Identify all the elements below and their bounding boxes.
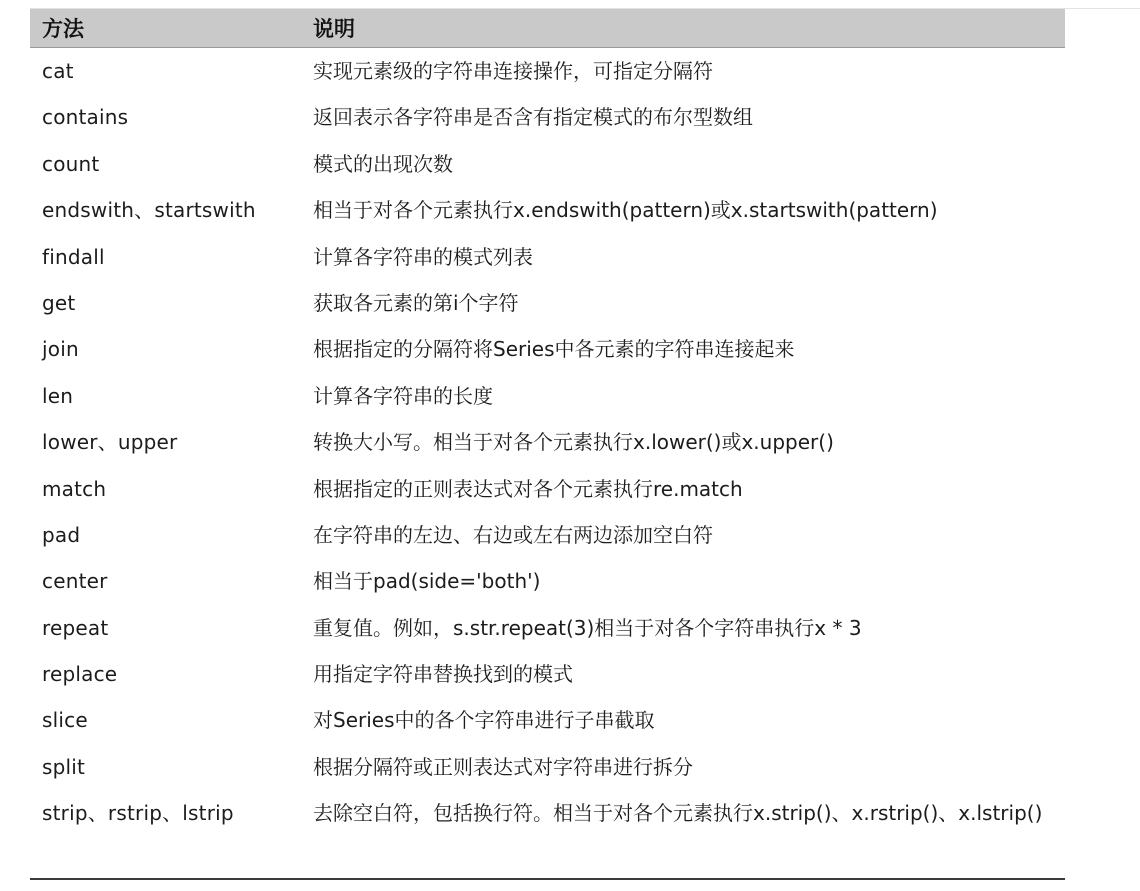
method-cell: slice [42, 708, 88, 733]
method-cell: contains [42, 105, 129, 130]
method-cell: replace [42, 662, 118, 687]
method-cell: len [42, 383, 74, 408]
method-cell: repeat [42, 615, 109, 640]
description-cell: 在字符串的左边、右边或左右两边添加空白符 [313, 522, 713, 547]
description-cell: 去除空白符，包括换行符。相当于对各个元素执行x.strip()、x.rstrip()、x.lstrip() [313, 801, 1043, 826]
method-cell: split [42, 754, 86, 779]
description-cell: 计算各字符串的模式列表 [313, 244, 533, 269]
table-body [30, 48, 1065, 876]
method-cell: endswith、startswith [42, 198, 256, 223]
description-cell: 对Series中的各个字符串进行子串截取 [313, 708, 655, 733]
description-cell: 返回表示各字符串是否含有指定模式的布尔型数组 [313, 105, 753, 130]
table-row [30, 558, 1065, 604]
table-row [30, 790, 1065, 876]
method-cell: match [42, 476, 107, 501]
table-row [30, 466, 1065, 512]
table-row [30, 697, 1065, 743]
description-cell: 相当于pad(side='both') [313, 569, 541, 594]
description-cell: 用指定字符串替换找到的模式 [313, 662, 573, 687]
table-row [30, 419, 1065, 465]
description-cell: 相当于对各个元素执行x.endswith(pattern)或x.startswith(pattern) [313, 198, 938, 223]
description-cell: 根据指定的分隔符将Series中各元素的字符串连接起来 [313, 337, 795, 362]
method-cell: strip、rstrip、lstrip [42, 801, 234, 826]
table-row [30, 94, 1065, 140]
table-row [30, 373, 1065, 419]
string-methods-table [30, 9, 1065, 876]
description-cell: 模式的出现次数 [313, 151, 453, 176]
description-cell: 根据指定的正则表达式对各个元素执行re.match [313, 476, 743, 501]
table-header-row [30, 9, 1065, 48]
method-cell: lower、upper [42, 430, 178, 455]
description-cell: 重复值。例如，s.str.repeat(3)相当于对各个字符串执行x * 3 [313, 615, 862, 640]
table-row [30, 187, 1065, 233]
table-row [30, 605, 1065, 651]
table-row [30, 48, 1065, 94]
table-row [30, 326, 1065, 372]
header-method: 方法 [42, 17, 84, 41]
table-row [30, 234, 1065, 280]
table-row [30, 141, 1065, 187]
header-description: 说明 [313, 17, 355, 41]
description-cell: 计算各字符串的长度 [313, 383, 493, 408]
method-cell: findall [42, 244, 105, 269]
description-cell: 转换大小写。相当于对各个元素执行x.lower()或x.upper() [313, 430, 834, 455]
table-row [30, 744, 1065, 790]
table-row [30, 280, 1065, 326]
method-cell: cat [42, 59, 74, 83]
method-cell: count [42, 151, 100, 176]
method-cell: get [42, 290, 76, 315]
table-bottom-rule [30, 878, 1065, 880]
method-cell: join [42, 337, 79, 362]
description-cell: 实现元素级的字符串连接操作，可指定分隔符 [313, 59, 713, 83]
method-cell: pad [42, 522, 81, 547]
table-row [30, 651, 1065, 697]
method-cell: center [42, 569, 108, 594]
table-row [30, 512, 1065, 558]
description-cell: 获取各元素的第i个字符 [313, 290, 519, 315]
description-cell: 根据分隔符或正则表达式对字符串进行拆分 [313, 754, 693, 779]
